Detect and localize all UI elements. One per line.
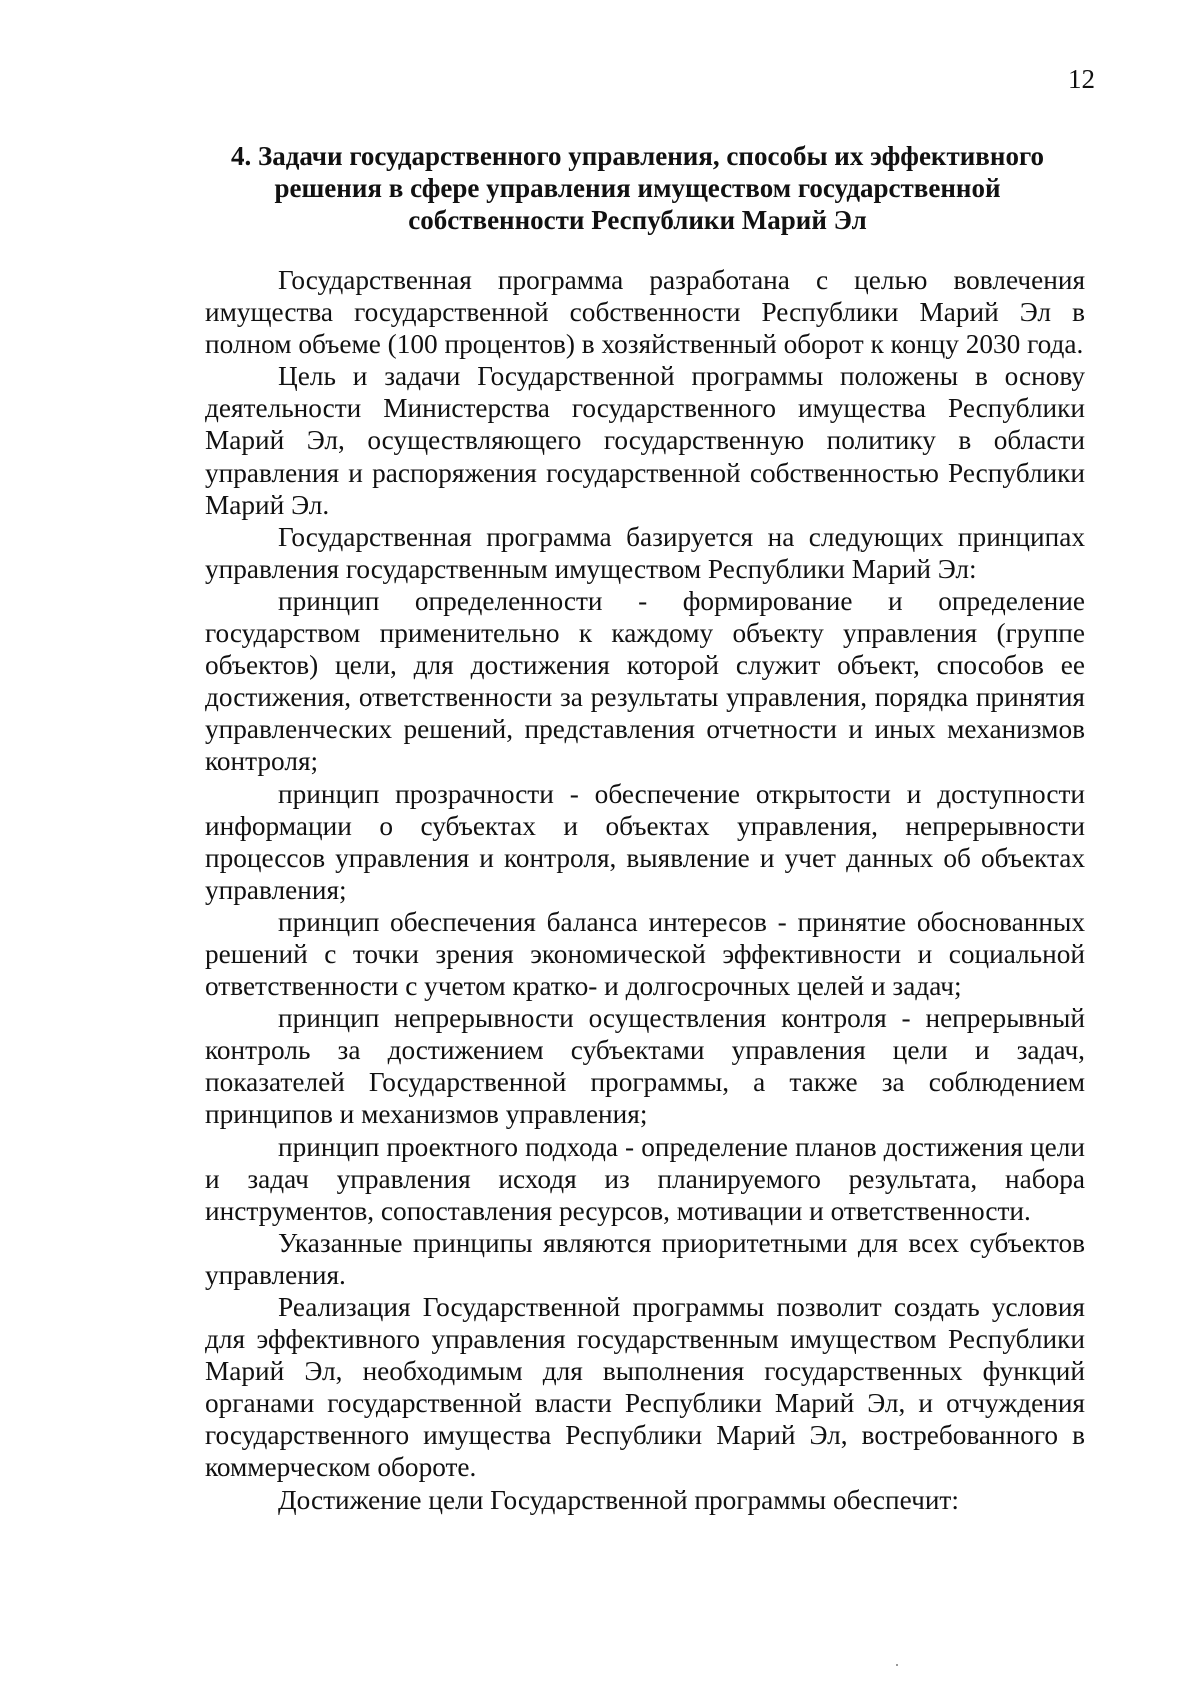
section-heading-line-3: собственности Республики Марий Эл xyxy=(408,205,867,235)
paragraph-principles-priority: Указанные принципы являются приоритетными для всех субъектов управления. xyxy=(205,1227,1085,1290)
paragraph-program-goal: Государственная программа разработана с целью вовлечения имущества государственной собственности Республики Марий Эл в полном объеме (100 процентов) в хозяйственный оборот к концу 2030 года. xyxy=(205,265,1085,360)
section-heading-line-2: решения в сфере управления имуществом государственной xyxy=(274,173,1001,203)
section-heading xyxy=(190,140,1085,236)
paragraph-achievement-intro: Достижение цели Государственной программы обеспечит: xyxy=(278,1484,959,1515)
paragraph-principle-control: принцип непрерывности осуществления контроля - непрерывный контроль за достижением субъектами управления цели и задач, показателей Государственной программы, а также за соблюдением принципов и механизмов управления; xyxy=(205,1003,1085,1130)
page-number: 12 xyxy=(1068,64,1095,94)
section-heading-line-1: 4. Задачи государственного управления, способы их эффективного xyxy=(230,141,1045,171)
paragraph-principle-balance: принцип обеспечения баланса интересов - принятие обоснованных решений с точки зрения экономической эффективности и социальной ответственности с учетом кратко- и долгосрочных целей и задач; xyxy=(205,906,1085,1002)
paragraph-principle-transparency: принцип прозрачности - обеспечение открытости и доступности информации о субъектах и объектах управления, непрерывности процессов управления и контроля, выявление и учет данных об объектах управления; xyxy=(205,778,1085,905)
paragraph-principle-project: принцип проектного подхода - определение планов достижения цели и задач управления исходя из планируемого результата, набора инструментов, сопоставления ресурсов, мотивации и ответственности. xyxy=(205,1131,1085,1226)
paragraph-ministry-activity: Цель и задачи Государственной программы положены в основу деятельности Министерства государственного имущества Республики Марий Эл, осуществляющего государственную политику в области управления и распоряжения государственной собственностью Республики Марий Эл. xyxy=(205,361,1085,520)
paragraph-implementation: Реализация Государственной программы позволит создать условия для эффективного управления государственным имуществом Республики Марий Эл, необходимым для выполнения государственных функций органами государственной власти Республики Марий Эл, и отчуждения государственного имущества Республики Марий Эл, востребованного в коммерческом обороте. xyxy=(205,1292,1085,1483)
scan-artifact-dot xyxy=(896,1664,898,1666)
body-text xyxy=(205,264,1085,1516)
paragraph-principle-certainty: принцип определенности - формирование и определение государством применительно к каждому объекту управления (группе объектов) цели, для достижения которой служит объект, способов ее достижения, ответственности за результаты управления, порядка принятия управленческих решений, представления отчетности и иных механизмов контроля; xyxy=(205,585,1085,777)
paragraph-principles-intro: Государственная программа базируется на следующих принципах управления государственным имуществом Республики Марий Эл: xyxy=(205,521,1085,584)
